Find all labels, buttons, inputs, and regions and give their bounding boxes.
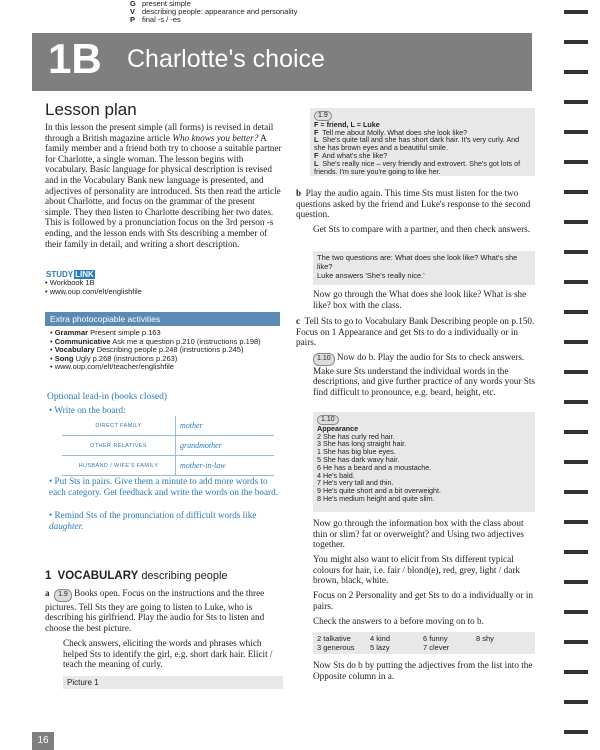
study-link: STUDY LINK • Workbook 1B • www.oup.com/elt/englishfile <box>45 270 142 296</box>
lead-in-instruction: • Write on the board: <box>49 405 126 415</box>
lesson-plan-heading: Lesson plan <box>45 100 137 119</box>
b-text-2: Get Sts to compare with a partner, and then check answers. <box>313 224 530 234</box>
b-text: b Play the audio again. This time Sts must listen for the two questions asked by the friend and Luke's response to the second question. <box>296 188 531 220</box>
audio-icon[interactable]: 1.10 <box>317 415 339 425</box>
c-text: c Tell Sts to go to Vocabulary Bank Describing people on p.150. Focus on 1 Appearance and get Sts to do a individually or in pairs. <box>296 316 535 348</box>
vocab-check-text: Check answers, eliciting the words and phrases which helped Sts to identify the girl, e.g. short dark hair. Elicit / teach the meaning of curly. <box>63 638 273 670</box>
family-table: DIRECT FAMILY mother OTHER RELATIVES grandmother HUSBAND / WIFE'S FAMILY mother-in-law <box>62 416 274 476</box>
audio-script-19: 1.9 F = friend, L = Luke F Tell me about Molly. What does she look like? L She's quite tall and she has short dark hair. It's very curly. And she has brown eyes and a beautiful smile. F And what's she like? L She's really nice – very friendly and extrovert. She's got lots of friends. I'm sure you're going to like her. <box>310 108 535 176</box>
audio-script-110: 1.10 Appearance 2 She has curly red hair. 3 She has long straight hair. 1 She has big blue eyes. 5 She has dark wavy hair. 6 He has a beard and a moustache. 4 He's bald. 7 He's very tall and thin. 9 He's quite short and a bit overweight. 8 He's medium height and quite slim. <box>313 412 535 512</box>
info-text: Now go through the information box with the class about thin or slim? fat or overweight? and Using two adjectives together. <box>313 518 525 550</box>
lesson-plan-text: In this lesson the present simple (all forms) is revised in detail through a British magazine article Who knows you better? A family member and a friend both try to choose a suitable partner for Charlotte, a single woman. The lesson begins with vocabulary. Basic language for physical description is revised and in the Vocabulary Bank new language is presented, and adjectives of personality are introduced. Sts then read the article about Charlotte, and focus on the grammar of the present simple. They then listen to Charlotte describing her two dates. This is followed by a pronunciation focus on the 3rd person -s ending, and the lesson ends with Sts describing a member of their family in detail, and writing a short description. <box>45 122 282 249</box>
check-text: Check the answers to a before moving on to b. <box>313 616 484 626</box>
study-link-url[interactable]: • www.oup.com/elt/englishfile <box>45 286 142 296</box>
extra-activities-list: • Grammar Present simple p.163 • Communicative Ask me a question p.210 (instructions p.198) • Vocabulary Describing people p.248 (instructions p.245) • Song Ugly p.268 (instructions p.263) • www.oup.com/elt/teacher/englishfile <box>50 328 261 372</box>
lesson-focus: G present simple V describing people: appearance and personality P final -s / -es <box>130 0 298 24</box>
lesson-title: Charlotte's choice <box>127 45 325 73</box>
answer-box: The two questions are: What does she look like? What's she like? Luke answers 'She's really nice.' <box>313 251 535 285</box>
lead-in-bullet: • Put Sts in pairs. Give them a minute to add more words to each category. Get feedback and write the words on the board. <box>49 476 278 497</box>
answer-box: Picture 1 <box>63 676 283 689</box>
audio-icon[interactable]: 1.9 <box>314 111 332 121</box>
page-number: 16 <box>32 732 54 750</box>
lesson-banner <box>32 33 532 91</box>
answer-grid: 2 talkative 4 kind 6 funny 8 shy 3 generous 5 lazy 7 clever <box>313 632 535 654</box>
extra-activities-header: Extra photocopiable activities <box>45 312 280 326</box>
final-text: Now Sts do b by putting the adjectives from the list into the Opposite column in a. <box>313 660 533 681</box>
lead-in-bullet: • Remind Sts of the pronunciation of difficult words like daughter. <box>49 510 257 531</box>
lesson-code: 1B <box>48 35 102 82</box>
personality-text: Focus on 2 Personality and get Sts to do a individually or in pairs. <box>313 590 533 611</box>
elicit-text: You might also want to elicit from Sts different typical colours for hair, i.e. fair / blond(e), red, grey, light / dark brown, black, white. <box>313 554 520 586</box>
audio-icon[interactable]: 1.9 <box>54 589 72 602</box>
lead-in-heading: Optional lead-in (books closed) <box>47 392 168 402</box>
vocabulary-heading: 1 VOCABULARY describing people <box>45 570 228 582</box>
audio-icon[interactable]: 1.10 <box>313 353 335 366</box>
now-go-text: Now go through the What does she look like? What is she like? box with the class. <box>313 289 527 310</box>
study-link-item: • Workbook 1B <box>45 278 95 287</box>
c-text-2: 1.10 Now do b. Play the audio for Sts to check answers. Make sure Sts understand the individual words in the descriptions, and give further practice of any words your Sts find difficult to pronounce, e.g. beard, height, etc. <box>313 352 535 397</box>
vocab-a-text: a 1.9 Books open. Focus on the instructions and the three pictures. Tell Sts they are going to listen to Luke, who is describing his girlfriend. Play the audio for Sts to listen and choose the best picture. <box>45 588 265 633</box>
